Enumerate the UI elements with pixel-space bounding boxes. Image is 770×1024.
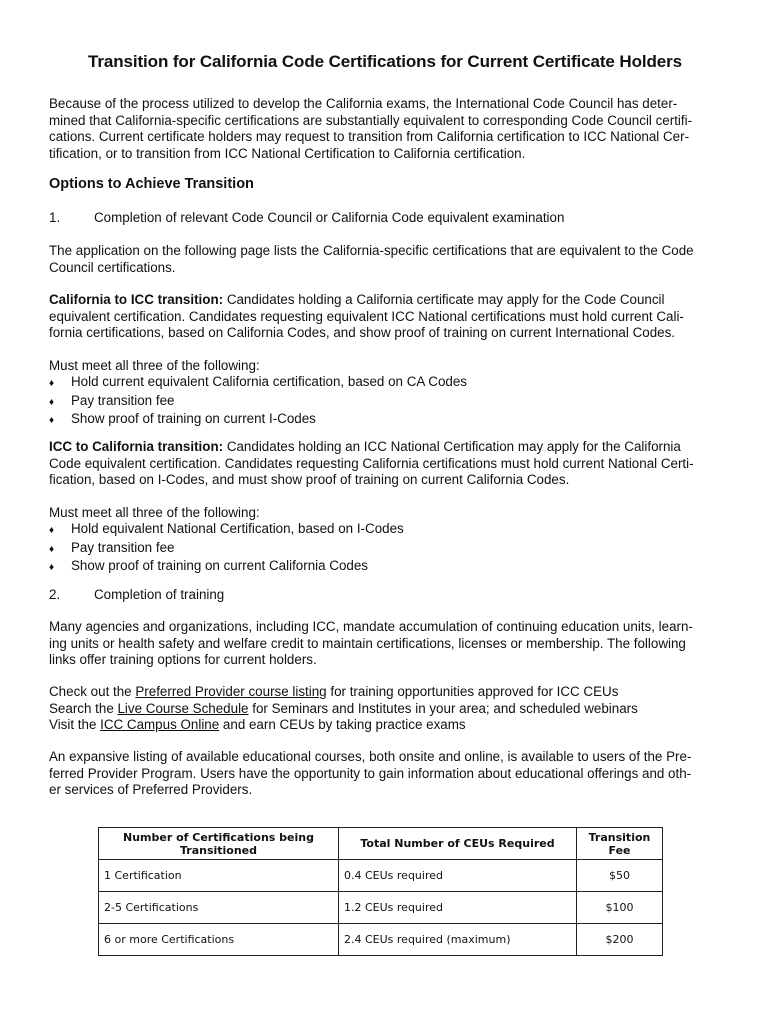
application-line: Council certifications. [49,259,176,275]
ca-to-icc-must-meet: Must meet all three of the following: [49,358,260,373]
icc-to-ca-lead: ICC to California transition: [49,439,224,454]
table-header-cell: Transition Fee [577,828,663,860]
list-item: ♦ Hold current equivalent California certification, based on CA Codes [49,374,467,393]
ca-to-icc-line: equivalent certification. Candidates requesting equivalent ICC National certifications must hold current Cali- [49,308,684,324]
diamond-bullet-icon: ♦ [49,543,55,555]
options-heading: Options to Achieve Transition [49,176,254,192]
table-cell: 2.4 CEUs required (maximum) [339,924,577,956]
icc-to-ca-bullet-list [49,521,404,577]
preferred-provider-link[interactable]: Preferred Provider course listing [135,684,327,699]
ca-to-icc-lead: California to ICC transition: [49,292,224,307]
application-line: The application on the following page lists the California-specific certifications that are equivalent to the Code [49,243,694,258]
intro-line: cations. Current certificate holders may request to transition from California certification to ICC National Cer- [49,129,690,144]
training-paragraph [49,619,721,669]
ca-to-icc-paragraph [49,292,721,342]
diamond-bullet-icon: ♦ [49,415,55,426]
icc-to-ca-line: fication, based on I-Codes, and must show proof of training on current California Codes. [49,472,570,487]
table-cell: $200 [577,924,663,956]
application-paragraph [49,243,721,276]
provider-line: ferred Provider Program. Users have the opportunity to gain information about educational offerings and oth- [49,765,692,781]
table-cell: 1.2 CEUs required [339,892,577,924]
page-title: Transition for California Code Certifications for Current Certificate Holders [88,52,682,71]
option-1-text: Completion of relevant Code Council or California Code equivalent examination [94,210,565,225]
ceu-fee-table [98,827,663,956]
table-header-row [99,828,663,860]
option-2-text: Completion of training [94,587,225,602]
table-cell: $50 [577,860,663,892]
icc-campus-online-link[interactable]: ICC Campus Online [100,717,220,732]
list-item: ♦ Pay transition fee [49,540,404,559]
table-cell: $100 [577,892,663,924]
icc-to-ca-line: Candidates holding an ICC National Certification may apply for the California [223,439,681,454]
diamond-bullet-icon: ♦ [49,525,55,536]
list-item: ♦ Hold equivalent National Certification, based on I-Codes [49,521,404,540]
intro-paragraph [49,96,721,162]
table-header-cell: Number of Certifications being Transitioned [99,828,339,860]
list-item: ♦ Pay transition fee [49,393,467,412]
table-cell: 2-5 Certifications [99,892,339,924]
training-line: links offer training options for current holders. [49,652,317,667]
option-1-number: 1. [49,210,61,225]
provider-paragraph [49,749,721,799]
table-cell: 0.4 CEUs required [339,860,577,892]
table-row [99,892,663,924]
table-cell: 6 or more Certifications [99,924,339,956]
ca-to-icc-line: Candidates holding a California certificate may apply for the Code Council [223,292,665,307]
list-item: ♦ Show proof of training on current I-Codes [49,411,467,430]
table-cell: 1 Certification [99,860,339,892]
intro-line: tification, or to transition from ICC National Certification to California certification. [49,145,526,161]
intro-line: Because of the process utilized to develop the California exams, the International Code Council has deter- [49,96,678,111]
training-line: ing units or health safety and welfare credit to maintain certifications, licenses or membership. The following [49,635,686,651]
table-header-cell: Total Number of CEUs Required [339,828,577,860]
links-paragraph: Check out the Preferred Provider course listing for training opportunities approved for ICC CEUs Search the Live Course Schedule for Seminars and Institutes in your area; and scheduled webinars Visit the ICC Campus Online and earn CEUs by taking practice exams [49,684,638,732]
provider-line: An expansive listing of available educational courses, both onsite and online, is available to users of the Pre- [49,749,692,764]
option-2 [49,587,224,604]
ca-to-icc-bullet-list [49,374,467,430]
table-row [99,860,663,892]
intro-line: mined that California-specific certifications are substantially equivalent to corresponding Code Council certifi- [49,112,693,128]
ca-to-icc-line: fornia certifications, based on California Codes, and show proof of training on current International Codes. [49,325,675,340]
training-line: Many agencies and organizations, including ICC, mandate accumulation of continuing education units, learn- [49,619,693,634]
table-row [99,924,663,956]
icc-to-ca-must-meet: Must meet all three of the following: [49,505,260,520]
diamond-bullet-icon: ♦ [49,562,55,573]
provider-line: er services of Preferred Providers. [49,782,253,797]
option-1 [49,210,564,227]
icc-to-ca-paragraph [49,439,721,489]
option-2-number: 2. [49,587,61,602]
icc-to-ca-line: Code equivalent certification. Candidates requesting California certifications must hold current National Certi- [49,455,694,471]
diamond-bullet-icon: ♦ [49,378,55,389]
live-course-schedule-link[interactable]: Live Course Schedule [117,700,249,716]
list-item: ♦ Show proof of training on current California Codes [49,558,404,577]
diamond-bullet-icon: ♦ [49,396,55,408]
